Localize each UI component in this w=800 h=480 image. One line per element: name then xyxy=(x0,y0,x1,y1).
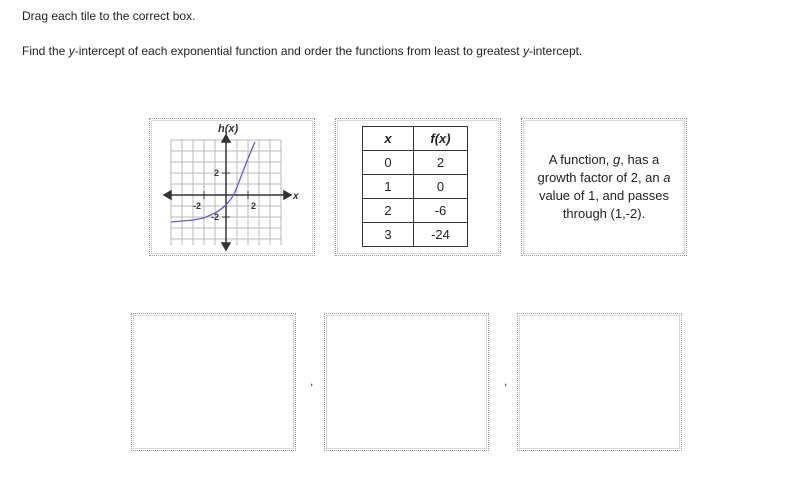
table-row xyxy=(363,199,468,223)
table-header-x: x xyxy=(363,127,414,151)
graph-x-axis-label: x xyxy=(293,191,299,202)
tile-table-f[interactable] xyxy=(335,118,501,256)
tile-text-part-3: value of 1, and passes through (1,-2). xyxy=(538,188,670,221)
table-cell-fx: -24 xyxy=(414,223,468,247)
graph-tick-x-pos: 2 xyxy=(251,201,257,211)
graph-tick-y-pos: 2 xyxy=(214,168,220,178)
separator-comma-2: , xyxy=(504,374,508,388)
tile-text-description xyxy=(528,151,680,223)
table-cell-fx: -6 xyxy=(414,199,468,223)
question-variable-y-2: y xyxy=(522,44,529,58)
tile-text-function-g: g xyxy=(613,152,621,167)
graph-axes xyxy=(164,135,291,250)
graph-tick-x-neg: -2 xyxy=(193,201,202,211)
graph-curve-h xyxy=(171,142,255,222)
tile-graph-h[interactable] xyxy=(149,118,315,256)
separator-comma-1: , xyxy=(310,374,314,388)
instructions-text: Drag each tile to the correct box. xyxy=(22,9,196,23)
question-part-3: -intercept. xyxy=(528,44,583,58)
drop-box-1[interactable] xyxy=(131,313,296,451)
table-cell-x: 3 xyxy=(363,223,414,247)
graph-title: h(x) xyxy=(218,123,239,135)
table-header-fx: f(x) xyxy=(414,127,468,151)
graph-h xyxy=(158,122,308,254)
table-cell-x: 1 xyxy=(363,175,414,199)
question-part-2: -intercept of each exponential function and order the functions from least to greatest xyxy=(74,44,523,58)
tile-text-part-2: , has a growth factor of 2, an xyxy=(537,152,664,185)
table-cell-fx: 0 xyxy=(414,175,468,199)
table-row xyxy=(363,223,468,247)
drop-box-2[interactable] xyxy=(324,313,489,451)
drop-box-3[interactable] xyxy=(517,313,682,451)
question-text xyxy=(22,44,582,59)
question-variable-y: y xyxy=(68,44,75,58)
table-row xyxy=(363,175,468,199)
graph-tick-y-neg: -2 xyxy=(211,212,220,222)
table-row xyxy=(363,151,468,175)
table-cell-x: 2 xyxy=(363,199,414,223)
tile-text-variable-a: a xyxy=(663,170,671,185)
table-cell-fx: 2 xyxy=(414,151,468,175)
tile-text-part-1: A function, xyxy=(548,152,614,167)
table-header-row xyxy=(363,127,468,151)
question-part-1: Find the xyxy=(22,44,69,58)
tile-text-g[interactable] xyxy=(521,118,687,256)
table-cell-x: 0 xyxy=(363,151,414,175)
function-table xyxy=(362,126,468,247)
